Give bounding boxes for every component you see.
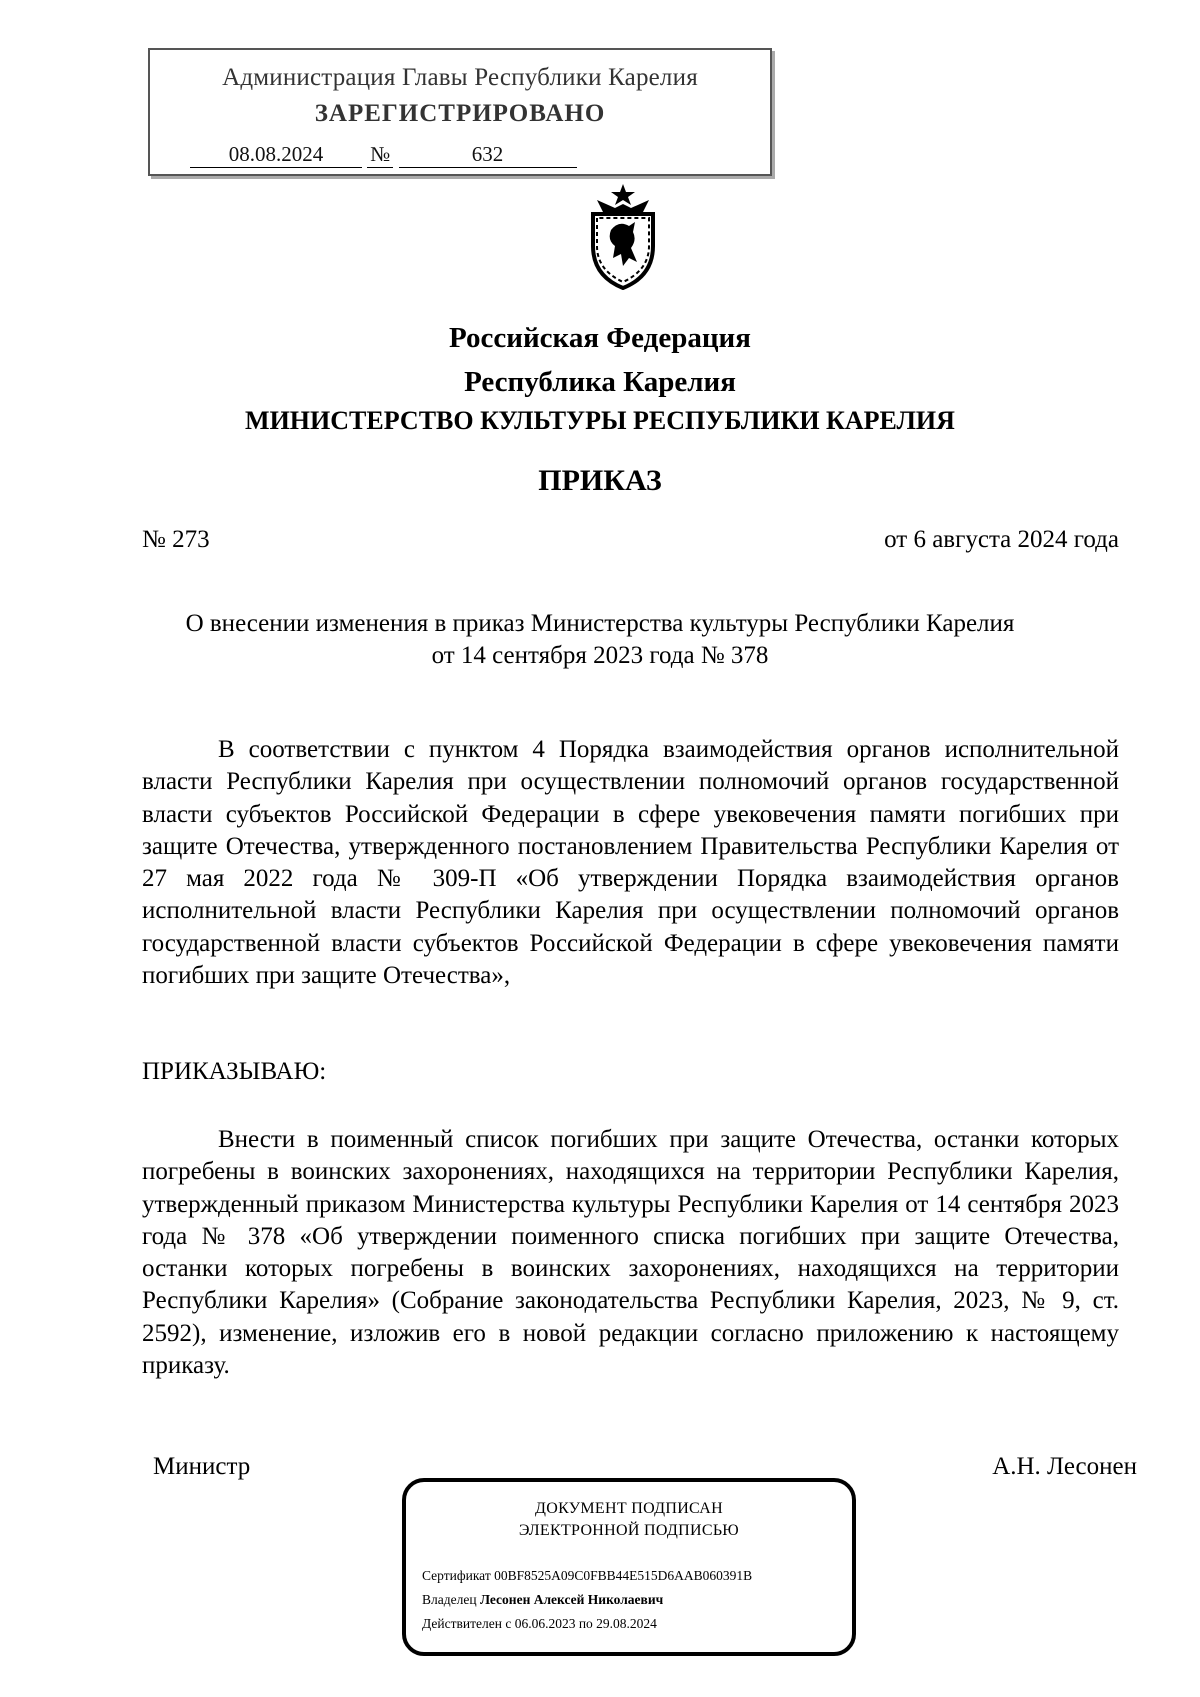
esig-owner — [422, 1592, 663, 1608]
esig-valid-to-label: по — [578, 1616, 593, 1631]
esig-owner-value: Лесонен Алексей Николаевич — [479, 1592, 664, 1607]
directive-paragraph: Внести в поименный список погибших при защите Отечества, останки которых погребены в воинских захоронениях, находящихся на территории Республики Карелия, утвержденный приказом Министерства культуры Республики Карелия от 14 сентября 2023 года № 378 «Об утверждении поименного списка погибших при защите Отечества, останки которых погребены в воинских захоронениях, находящихся на территории Республики Карелия» (Собрание законодательства Республики Карелия, 2023, № 9, ст. 2592), изменение, изложив его в новой редакции согласно приложению к настоящему приказу. — [142, 1126, 1119, 1380]
registration-stamp — [148, 48, 772, 176]
electronic-signature-stamp — [402, 1478, 856, 1656]
header-ministry: МИНИСТЕРСТВО КУЛЬТУРЫ РЕСПУБЛИКИ КАРЕЛИЯ — [245, 406, 955, 435]
coat-of-arms-icon — [585, 182, 661, 290]
signer-position: Министр — [153, 1453, 251, 1480]
stamp-number: 632 — [399, 142, 577, 168]
esig-owner-label: Владелец — [422, 1592, 477, 1607]
subject-line-1: О внесении изменения в приказ Министерства культуры Республики Карелия — [185, 610, 1015, 637]
stamp-date: 08.08.2024 — [190, 142, 362, 168]
esig-title-2: ЭЛЕКТРОННОЙ ПОДПИСЬЮ — [518, 1522, 740, 1539]
order-date: от 6 августа 2024 года — [884, 526, 1119, 553]
esig-valid-label: Действителен — [422, 1616, 502, 1631]
esig-valid-to: 29.08.2024 — [596, 1616, 657, 1631]
stamp-registration-line — [190, 142, 577, 168]
esig-certificate — [422, 1568, 752, 1584]
doc-type-title: ПРИКАЗ — [538, 464, 662, 497]
esig-title-1: ДОКУМЕНТ ПОДПИСАН — [535, 1500, 723, 1517]
esig-cert-label: Сертификат — [422, 1568, 491, 1583]
order-number: № 273 — [142, 526, 210, 553]
esig-validity — [422, 1616, 657, 1632]
preamble-paragraph: В соответствии с пунктом 4 Порядка взаимодействия органов исполнительной власти Республики Карелия при осуществлении полномочий органов государственной власти субъектов Российской Федерации в сфере увековечения памяти погибших при защите Отечества, утвержденного постановлением Правительства Республики Карелия от 27 мая 2022 года № 309-П «Об утверждении Порядка взаимодействия органов исполнительной власти Республики Карелия при осуществлении полномочий органов государственной власти субъектов Российской Федерации в сфере увековечения памяти погибших при защите Отечества», — [142, 736, 1119, 990]
header-region: Республика Карелия — [464, 366, 736, 398]
esig-valid-from-label: с — [505, 1616, 512, 1631]
signer-name: А.Н. Лесонен — [992, 1453, 1137, 1480]
orders-word: ПРИКАЗЫВАЮ: — [142, 1058, 327, 1085]
stamp-status: ЗАРЕГИСТРИРОВАНО — [314, 100, 606, 127]
stamp-number-label: № — [367, 142, 393, 168]
subject-line-2: от 14 сентября 2023 года № 378 — [431, 642, 769, 669]
stamp-authority: Администрация Главы Республики Карелия — [222, 64, 698, 91]
esig-valid-from: 06.06.2023 — [514, 1616, 576, 1631]
esig-cert-value: 00BF8525A09C0FBB44E515D6AAB060391B — [494, 1568, 753, 1583]
header-country: Российская Федерация — [449, 322, 751, 354]
